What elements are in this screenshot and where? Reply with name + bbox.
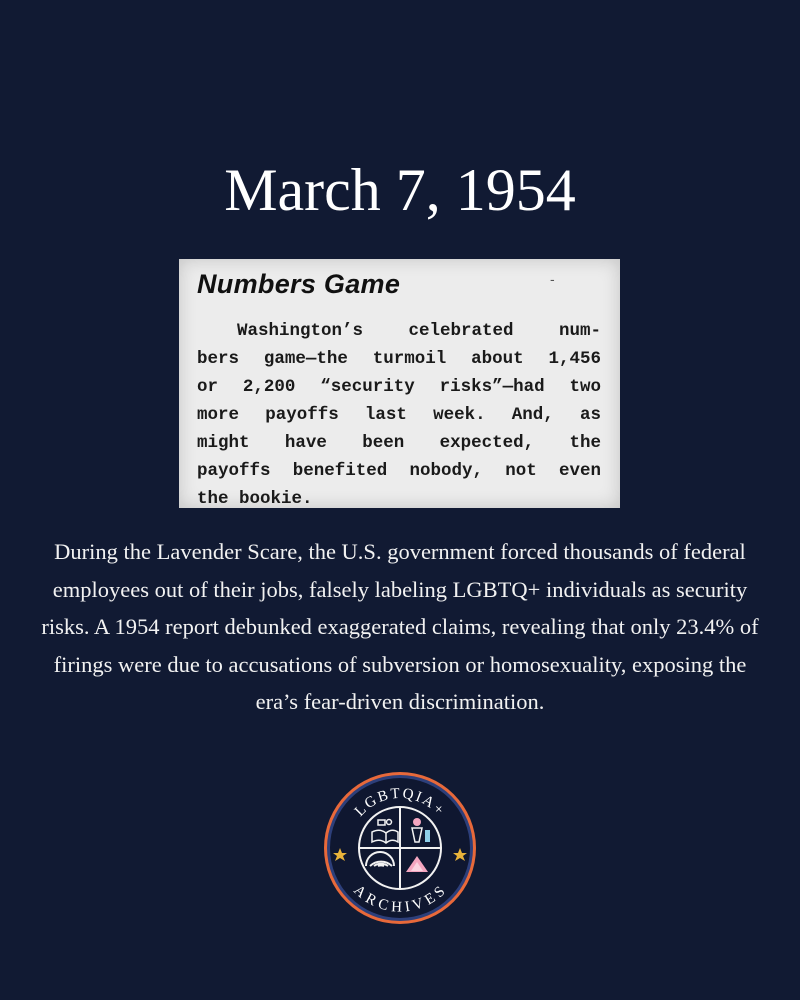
logo-top-text: LGBTQIA+ bbox=[351, 785, 449, 820]
clipping-line: the bookie. bbox=[197, 489, 313, 508]
clipping-line: Washington’s celebrated num- bbox=[237, 321, 601, 341]
clipping-line: might have been expected, the bbox=[197, 433, 601, 453]
clipping-headline: Numbers Game bbox=[197, 269, 401, 299]
clipping-line: more payoffs last week. And, as bbox=[197, 405, 601, 425]
clipping-line: payoffs benefited nobody, not even bbox=[197, 461, 601, 481]
clipping-mark: - bbox=[550, 271, 555, 287]
clipping-line: bers game—the turmoil about 1,456 bbox=[197, 349, 601, 369]
clipping-line: or 2,200 “security risks”—had two bbox=[197, 377, 601, 397]
newspaper-clipping bbox=[179, 259, 620, 508]
clipping-body bbox=[197, 317, 601, 508]
lgbtqia-archives-logo bbox=[322, 770, 478, 926]
page-title: March 7, 1954 bbox=[224, 157, 576, 223]
logo-bottom-text: ARCHIVES bbox=[350, 882, 450, 916]
description-text: During the Lavender Scare, the U.S. government forced thousands of federal employees out of their jobs, falsely labeling LGBTQ+ individuals as security risks. A 1954 report debunked exaggerated claims, revealing that only 23.4% of firings were due to accusations of subversion or homosexuality, exposing the era’s fear-driven discrimination. bbox=[41, 539, 759, 714]
